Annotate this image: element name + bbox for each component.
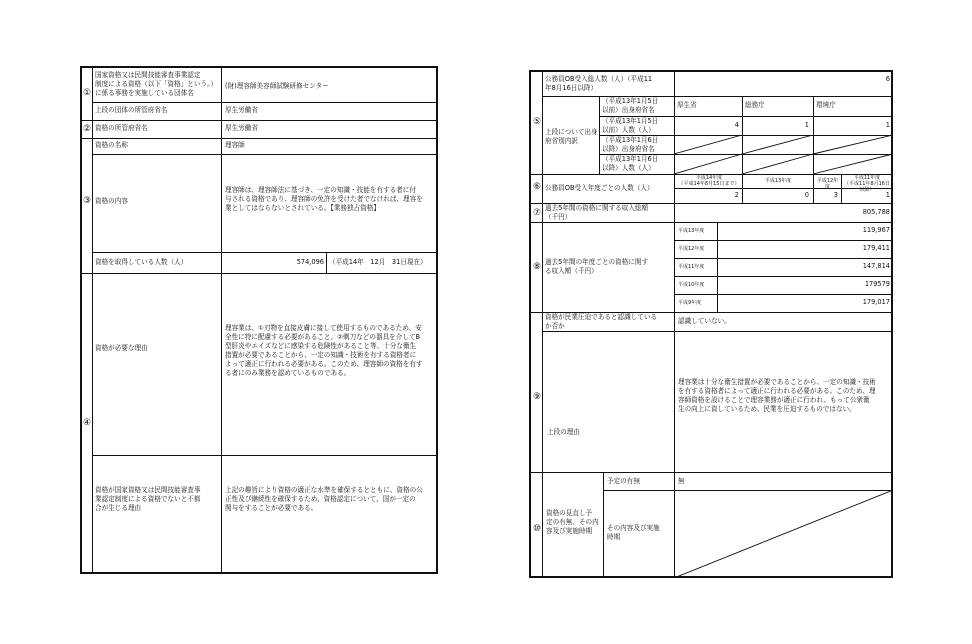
income-year-1: 平成13年度 <box>678 228 705 234</box>
qualification-name-value: 理容師 <box>225 141 245 149</box>
r5-total-divider <box>542 96 893 97</box>
income-total-label: 過去5年間の資格に関する収入総額 （千円） <box>545 204 649 221</box>
left-row-line <box>82 120 438 121</box>
row-number-8: ⑧ <box>532 262 542 272</box>
ob-header-post-ministry: （平成13年1月6日 以降）出身府省名 <box>602 136 659 153</box>
r6-v1 <box>742 174 743 203</box>
inconvenience-reason-value: 上記の趣旨により資格の適正な水準を確保するとともに、資格の公 正性及び継続性を確保するため、資格認定について、国が一定の 関与をすることが必要である。 <box>225 486 423 512</box>
income-year-3: 平成11年度 <box>678 264 705 270</box>
right-form-sheet <box>529 70 893 578</box>
plan-detail-label: その内容及び実施 時期 <box>607 524 660 541</box>
left-row-line <box>92 252 438 253</box>
left-count-divider <box>326 252 327 273</box>
left-row-line <box>82 273 438 274</box>
ob-yearly-label: 公務員OB受入年度ごとの人数（人） <box>545 184 654 192</box>
qualification-content-value: 理容師は、理容師法に基づき、一定の知識・技能を有する者に付 与される資格であり、理容師の免許を受けた者でなければ、理容を 業としてはならないとされている。【業務独占資格】 <box>225 186 423 212</box>
r8-line <box>674 294 893 295</box>
crowding-out-reason-value: 理容業は十分な衛生措置が必要であることから、一定の知識・技術 を有する資格者によって適正に行われる必要がある。このため、理 容師資格を設けることで理容業務が適正に行われ、もって公衆衛 生の向上に資しているため、民業を圧迫するものではない。 <box>678 378 876 413</box>
left-col-label-divider <box>221 68 222 574</box>
crowding-out-value: 認識していない。 <box>678 317 731 325</box>
r5-diagonals <box>674 135 893 174</box>
row-number-6: ⑥ <box>532 182 542 192</box>
r8-line <box>674 258 893 259</box>
r9-end-line <box>531 472 893 473</box>
ob-total-value: 6 <box>885 75 890 83</box>
income-value-2: 179,411 <box>862 244 890 252</box>
row-number-4: ④ <box>82 418 92 428</box>
income-value-3: 147,814 <box>862 262 890 270</box>
ob-count-3: 1 <box>885 121 890 129</box>
income-value-1: 119,967 <box>862 226 890 234</box>
r7-end-line <box>531 222 893 223</box>
income-year-4: 平成10年度 <box>678 282 705 288</box>
row-number-2: ② <box>82 124 92 134</box>
holders-count-date: （平成14年 12月 31日現在） <box>329 258 427 266</box>
ob-ministry-2: 総務庁 <box>745 101 765 109</box>
ob-year-2: 平成13年度 <box>764 178 792 184</box>
income-year-2: 平成12年度 <box>678 246 705 252</box>
left-row-line <box>92 455 438 456</box>
ob-header-pre-ministry: （平成13年1月5日 以前）出身府省名 <box>602 97 659 114</box>
ob-ministry-1: 厚生省 <box>677 101 697 109</box>
qualification-name-label: 資格の名称 <box>95 141 128 149</box>
r8-line <box>674 240 893 241</box>
row-number-1: ① <box>82 88 92 98</box>
r10-label-divider <box>603 472 604 578</box>
ob-year-value-2: 0 <box>804 191 809 199</box>
qualification-content-label: 資格の内容 <box>95 197 128 205</box>
row-number-5: ⑤ <box>532 117 542 127</box>
necessity-reason-label: 資格が必要な理由 <box>95 344 148 352</box>
review-plan-label: 資格の見直し予 定の有無、その内 容及び実施時期 <box>546 509 599 535</box>
organization-value: (財)理容師美容師試験研修センター <box>225 82 329 90</box>
ob-count-2: 1 <box>804 121 809 129</box>
r9-mid-line <box>542 331 893 332</box>
left-row-line <box>92 154 438 155</box>
row-number-7: ⑦ <box>532 208 542 218</box>
right-col-num-divider <box>542 72 543 578</box>
ob-year-value-4: 1 <box>885 191 890 199</box>
org-ministry-label: 上段の団体の所管府省名 <box>95 106 168 114</box>
crowding-out-label: 資格が民業圧迫であると認識している か否か <box>545 313 658 330</box>
plan-exists-value: 無 <box>678 477 685 485</box>
r10-diagonal <box>674 490 893 578</box>
ob-header-pre-count: （平成13年1月5日 以前）人数（人） <box>602 117 659 134</box>
income-yearly-label: 過去5年間の年度ごとの資格に関す る収入額（千円） <box>545 258 649 275</box>
inconvenience-reason-label: 資格が国家資格又は民間技能審査事 業認定制度による資格でないと不都 合が生じる理由 <box>95 486 201 512</box>
row-number-9: ⑨ <box>532 392 542 402</box>
ob-year-1: 平成14年度 （平成14年8月15日まで） <box>678 175 740 187</box>
qualification-ministry-label: 資格の所管府省名 <box>95 124 148 132</box>
ob-header-post-count: （平成13年1月6日 以降）人数（人） <box>602 155 659 172</box>
income-total-value: 805,788 <box>862 208 890 216</box>
necessity-reason-value: 理容業は、①刃物を直接皮膚に接して使用するものであるため、安 全性に特に配慮する必要があること、②剃刀などの器具を介してB 型肝炎やエイズなどに感染する危険性があること等、十分な衛生 措置が必要であることから、一定の知識・技術を有する資格者に よって適正に行われる必要がある。このため、理容師の資格を有す る者にのみ業務を認めているものである。 <box>225 324 423 377</box>
plan-exists-label: 予定の有無 <box>607 477 640 485</box>
income-year-5: 平成9年度 <box>678 300 702 306</box>
r8-year-divider <box>717 222 718 312</box>
crowding-out-reason-label: 上段の理由 <box>547 428 580 436</box>
right-col-label-divider-lower <box>674 312 675 472</box>
holders-count-value: 574,096 <box>296 258 324 266</box>
ob-year-3: 平成12年度 <box>816 178 839 190</box>
r6-v2 <box>813 174 814 203</box>
holders-count-label: 資格を取得している人数（人） <box>95 258 188 266</box>
ob-ministry-3: 環境庁 <box>816 101 836 109</box>
row-number-3: ③ <box>82 196 92 206</box>
left-row-line <box>92 102 438 103</box>
r8-line <box>674 276 893 277</box>
ob-count-1: 4 <box>734 121 739 129</box>
left-row-line <box>82 138 438 139</box>
ob-breakdown-label: 上段について出身 府省別内訳 <box>545 128 598 145</box>
ob-year-4: 平成11年度 （平成11年8月16日以降） <box>844 175 890 193</box>
ob-total-label: 公務員OB受入総人数（人）（平成11 年8月16日以降） <box>545 75 653 92</box>
left-col-num-divider <box>92 68 93 574</box>
ob-year-value-3: 3 <box>833 191 838 199</box>
row-number-10: ⑩ <box>532 524 542 534</box>
ob-year-value-1: 2 <box>734 191 739 199</box>
left-form-sheet <box>80 66 438 574</box>
qualification-ministry-value: 厚生労働省 <box>225 124 258 132</box>
organization-label: 国家資格又は民間技能審査事業認定 制度による資格（以下「資格」という。） に係る事務を実施している団体名 <box>95 71 217 97</box>
income-value-5: 179,017 <box>862 298 890 306</box>
income-value-4: 179579 <box>864 280 890 288</box>
org-ministry-value: 厚生労働省 <box>225 106 258 114</box>
